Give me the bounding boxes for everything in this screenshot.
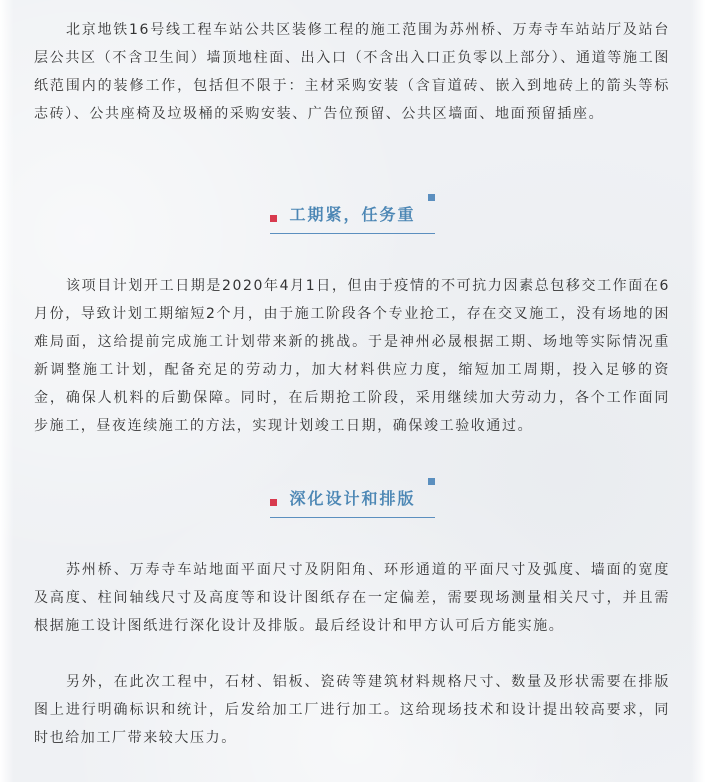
right-edge-fade — [691, 0, 705, 782]
section-heading-schedule — [0, 192, 705, 252]
schedule-paragraph: 该项目计划开工日期是2020年4月1日，但由于疫情的不可抗力因素总包移交工作面在6月份，导致计划工期缩短2个月，由于施工阶段各个专业抢工，存在交叉施工，没有场地的困难局面，这给提前完成施工计划带来新的挑战。于是神州必晟根据工期、场地等实际情况重新调整施工计划，配备充足的劳动力，加大材料供应力度，缩短加工周期，投入足够的资金，确保人机料的后勤保障。同时，在后期抢工阶段，采用继续加大劳动力，各个工作面同步施工，昼夜连续施工的方法，实现计划竣工日期，确保竣工验收通过。 — [34, 278, 670, 434]
design-paragraph-1: 苏州桥、万寿寺车站地面平面尺寸及阴阳角、环形通道的平面尺寸及弧度、墙面的宽度及高度、柱间轴线尺寸及高度等和设计图纸存在一定偏差，需要现场测量相关尺寸，并且需根据施工设计图纸进行深化设计及排版。最后经设计和甲方认可后方能实施。 — [34, 562, 670, 634]
blue-square-icon — [428, 478, 435, 485]
intro-paragraph: 北京地铁16号线工程车站公共区装修工程的施工范围为苏州桥、万寿寺车站站厅及站台层公共区（不含卫生间）墙顶地柱面、出入口（不含出入口正负零以上部分）、通道等施工图纸范围内的装修工作，包括但不限于：主材采购安装（含盲道砖、嵌入到地砖上的箭头等标志砖）、公共座椅及垃圾桶的采购安装、广告位预留、公共区墙面、地面预留插座。 — [34, 22, 670, 122]
section-title: 深化设计和排版 — [289, 489, 416, 508]
heading-underline — [270, 517, 435, 518]
design-paragraph-2: 另外，在此次工程中，石材、铝板、瓷砖等建筑材料规格尺寸、数量及形状需要在排版图上进行明确标识和统计，后发给加工厂进行加工。这给现场技术和设计提出较高要求，同时也给加工厂带来较大压力。 — [34, 674, 670, 746]
section-title: 工期紧，任务重 — [289, 205, 416, 224]
section-heading-design — [0, 476, 705, 536]
left-edge-fade — [0, 0, 14, 782]
blue-square-icon — [428, 194, 435, 201]
heading-underline — [270, 233, 435, 234]
